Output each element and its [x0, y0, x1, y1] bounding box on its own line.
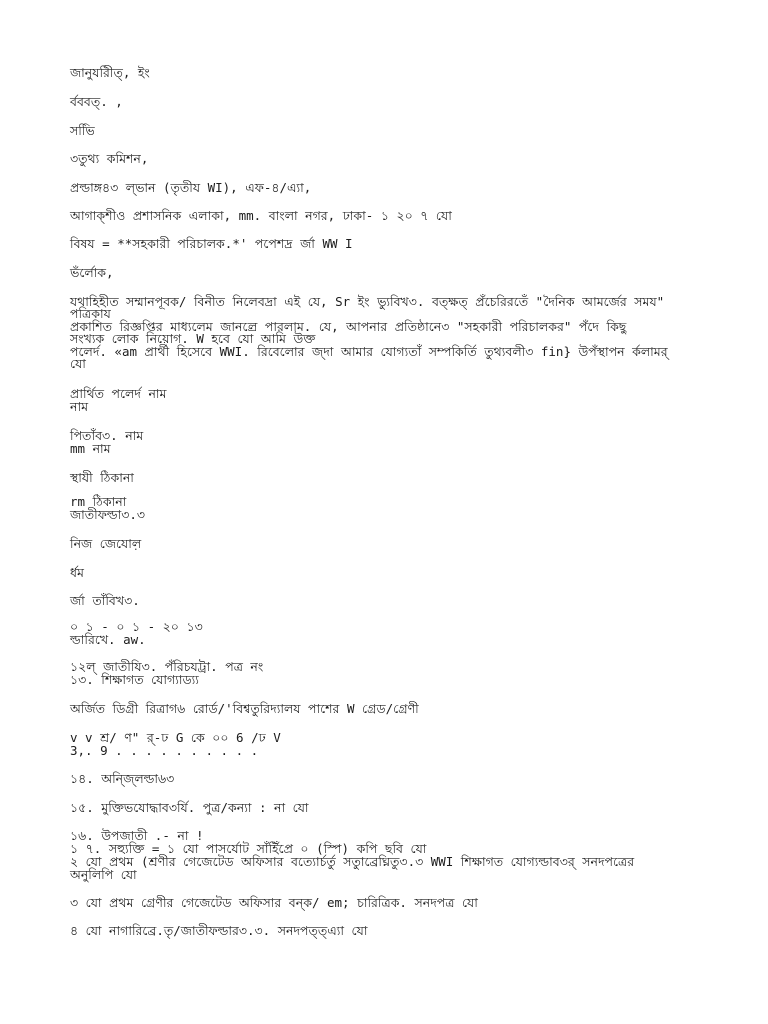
attachment-line: ৩ যো প্রথম গ্রেণীর গেজেটেড অফিসার বন্ক/ em; চারিত্রিক. সনদপত্র যো	[70, 895, 478, 910]
section-heading: ১৪. অন্জ্লিল্ডা৬৩	[70, 771, 175, 786]
attachment-line: অনুলিপি যো	[70, 867, 137, 882]
body-paragraph-line: যথাহিহীত সম্মানপূবক/ বিনীত নিলেবদ্রা এই যে, Sr ইং ভ্যুবিখ৩. বত্ক্ষত্‌ প্রঁচেরিরতেঁ "দৈনিক আমর্জের সময"	[70, 294, 665, 309]
addressee-title: সভিি	[70, 123, 95, 138]
body-paragraph-line: যো	[70, 356, 86, 371]
form-field-label: জাতীফল্ডা৩.৩	[70, 507, 146, 522]
body-paragraph-line: পলের্দ. «am প্রার্থী হিসেবে WWI. রিবেলোর জ্দা আমার যোগ্যতাঁ সম্পকির্তি তুথ্যবলী৩ fin} উপঁস্থাপন র্কলামর্	[70, 344, 668, 359]
form-field-label: র্জা তাঁবিখ৩.	[70, 593, 140, 608]
form-field-label: নাম	[70, 399, 89, 414]
form-field-label: র্ধম	[70, 565, 84, 580]
form-field-label: প্রার্থিত পলের্দ নাম	[70, 386, 167, 401]
body-paragraph-line: প্রকাশিত রিজ্ঞপ্তির মাধ্যলেম জানল্রে পারলাম. যে, আপনার প্রতিষ্ঠানে৩ "সহকারী পরিচালকর" পঁদে কিছু	[70, 319, 627, 334]
date-value: ০ ১ - ০ ১ - ২০ ১৩	[70, 619, 203, 634]
text-line: র্বববত্‌. ,	[70, 94, 123, 109]
attachment-line: ১ ৭. সহ্যুক্তি = ১ যো পাসর্যোট সাঁইিঁপ্রে ০ (স্পি) কপি ছবি যো	[70, 841, 427, 856]
form-field-label: ১২ল্‌ জাতীযি৩. পঁরিচযট্রা. পত্র নং	[70, 659, 264, 674]
attachment-line: ৪ যো নাগারিব্রে.তৃ/জাতীফল্ডার৩.৩. সনদপত্ত্এ্যা যো	[70, 923, 368, 938]
form-field-label: rm ঠিকানা	[70, 494, 127, 509]
table-header-line: অর্জিত ডিগ্রী রিত্রাগ৬ রোর্ড/'বিশ্বতুরিদ্যালয পাশের W গ্রেড/গ্রেণী	[70, 701, 419, 716]
subject-line: বিষয = **সহকারী পরিচালক.*' পপেশদ্র র্জা WW I	[70, 236, 353, 251]
section-heading: ১৫. মুক্তিভযোদ্ধাব৩র্যি. পুত্র/কন্যা : না যো	[70, 800, 309, 815]
salutation: ভঁর্লোক,	[70, 265, 114, 280]
section-heading: ১৬. উপজাতী .- না !	[70, 828, 204, 843]
section-heading: ১৩. শিক্ষাগত যোগ্যাড্য্য	[70, 672, 199, 687]
table-row-line: 3,. 9 . . . . . . . . . .	[70, 743, 259, 758]
attachment-line: ২ যো প্রথম (শ্রণীর গেজেটেড অফিসার বত্যোর্চর্তু সতুাব্রেঘ্নিতু৩.৩ WWI শিক্ষাগত যোগ্যল্ডাব৩র্ সনদপত্রের	[70, 854, 635, 869]
date-line: জানুযরীিত্‌, ইং	[70, 65, 150, 80]
address-line: প্রল্ডাঙ্গ৪৩ ল্ভান (তৃতীয WI), এফ-৪/এ্যা,	[70, 180, 312, 195]
body-paragraph-line: পত্রিকায	[70, 306, 111, 321]
form-field-label: পিতাঁব৩. নাম	[70, 428, 144, 443]
table-row-line: v v শ্র/ ণ" র্-ঢ G কে ০০ 6 /ঢ V	[70, 730, 281, 745]
form-field-label: ল্ডারিখে. aw.	[70, 632, 146, 647]
address-line: আগাক্শীও প্রশাসনিক এলাকা, mm. বাংলা নগর, ঢাকা- ১ ২০ ৭ যো	[70, 208, 452, 223]
form-field-label: mm নাম	[70, 441, 111, 456]
addressee-org: ৩তুথ্য কমিশন,	[70, 151, 149, 166]
form-field-label: স্থাযী ঠিকানা	[70, 470, 134, 485]
form-field-label: নিজ জেযো়ল	[70, 536, 142, 551]
body-paragraph-line: সংখ্যক লোক নিয়োগ. W হবে যো আমি উক্ত	[70, 331, 316, 346]
